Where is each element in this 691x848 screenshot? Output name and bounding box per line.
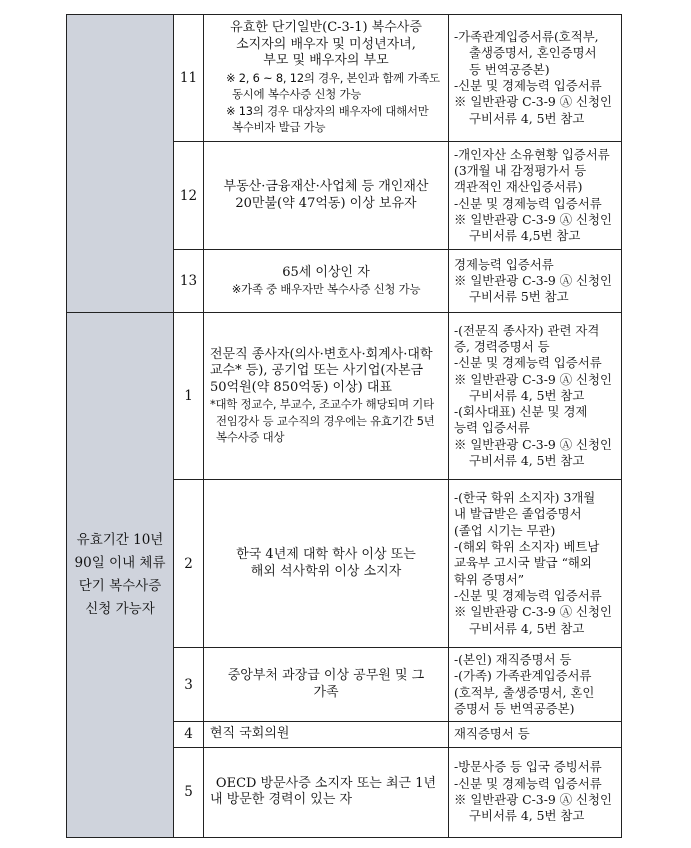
document-sheet <box>66 14 622 838</box>
required-documents-cell: -(본인) 재직증명서 등 -(가족) 가족관계입증서류 (호적부, 출생증명서, 혼인 증명서 등 번역공증본) <box>449 648 622 722</box>
required-documents-cell: 경제능력 입증서류 ※ 일반관광 C-3-9 Ⓐ 신청인 구비서류 5번 참고 <box>449 250 622 313</box>
eligibility-cell: 65세 이상인 자 ※가족 중 배우자만 복수사증 신청 가능 <box>204 250 449 313</box>
table-row <box>67 15 622 142</box>
row-number: 1 <box>174 313 204 480</box>
required-documents-cell: -방문사증 등 입국 증빙서류 -신분 및 경제능력 입증서류 ※ 일반관광 C-3-9 Ⓐ 신청인 구비서류 4, 5번 참고 <box>449 747 622 837</box>
eligibility-cell: 부동산·금융재산·사업체 등 개인재산 20만불(약 47억동) 이상 보유자 <box>204 142 449 250</box>
eligibility-cell: 한국 4년제 대학 학사 이상 또는 해외 석사학위 이상 소지자 <box>204 480 449 648</box>
row-number: 4 <box>174 722 204 748</box>
eligibility-cell: OECD 방문사증 소지자 또는 최근 1년 내 방문한 경력이 있는 자 <box>204 747 449 837</box>
row-number: 5 <box>174 747 204 837</box>
eligibility-cell: 중앙부처 과장급 이상 공무원 및 그 가족 <box>204 648 449 722</box>
row-number: 11 <box>174 15 204 142</box>
row-number: 13 <box>174 250 204 313</box>
required-documents-cell: 재직증명서 등 <box>449 722 622 748</box>
eligibility-cell: 유효한 단기일반(C-3-1) 복수사증 소지자의 배우자 및 미성년자녀, 부모 및 배우자의 부모 ※ 2, 6 ~ 8, 12의 경우, 본인과 함께 가족도 동시에 복수사증 신청 가능 ※ 13의 경우 대상자의 배우자에 대해서만 복수비자 발급 가능 <box>204 15 449 142</box>
category-cell: 유효기간 10년 90일 이내 체류 단기 복수사증 신청 가능자 <box>67 313 174 838</box>
visa-eligibility-table <box>66 14 622 838</box>
row-number: 2 <box>174 480 204 648</box>
eligibility-cell: 전문직 종사자(의사·변호사·회계사·대학 교수* 등), 공기업 또는 사기업(자본금 50억원(약 850억동) 이상) 대표 *대학 정교수, 부교수, 조교수가 해당되며 기타 전임강사 등 교수직의 경우에는 유효기간 5년 복수사증 대상 <box>204 313 449 480</box>
required-documents-cell: -(전문직 종사자) 관련 자격 증, 경력증명서 등 -신분 및 경제능력 입증서류 ※ 일반관광 C-3-9 Ⓐ 신청인 구비서류 4, 5번 참고 -(회사대표) 신분 및 경제 능력 입증서류 ※ 일반관광 C-3-9 Ⓐ 신청인 구비서류 4, 5번 참고 <box>449 313 622 480</box>
required-documents-cell: -가족관계입증서류(호적부, 출생증명서, 혼인증명서 등 번역공증본) -신분 및 경제능력 입증서류 ※ 일반관광 C-3-9 Ⓐ 신청인 구비서류 4, 5번 참고 <box>449 15 622 142</box>
required-documents-cell: -(한국 학위 소지자) 3개월 내 발급받은 졸업증명서 (졸업 시기는 무관) -(해외 학위 소지자) 베트남 교육부 고시국 발급 “해외 학위 증명서” -신분 및 경제능력 입증서류 ※ 일반관광 C-3-9 Ⓐ 신청인 구비서류 4, 5번 참고 <box>449 480 622 648</box>
eligibility-cell: 현직 국회의원 <box>204 722 449 748</box>
row-number: 12 <box>174 142 204 250</box>
row-number: 3 <box>174 648 204 722</box>
table-row <box>67 313 622 480</box>
category-cell-continued <box>67 15 174 313</box>
required-documents-cell: -개인자산 소유현황 입증서류 (3개월 내 감정평가서 등 객관적인 재산입증서류) -신분 및 경제능력 입증서류 ※ 일반관광 C-3-9 Ⓐ 신청인 구비서류 4,5번 참고 <box>449 142 622 250</box>
